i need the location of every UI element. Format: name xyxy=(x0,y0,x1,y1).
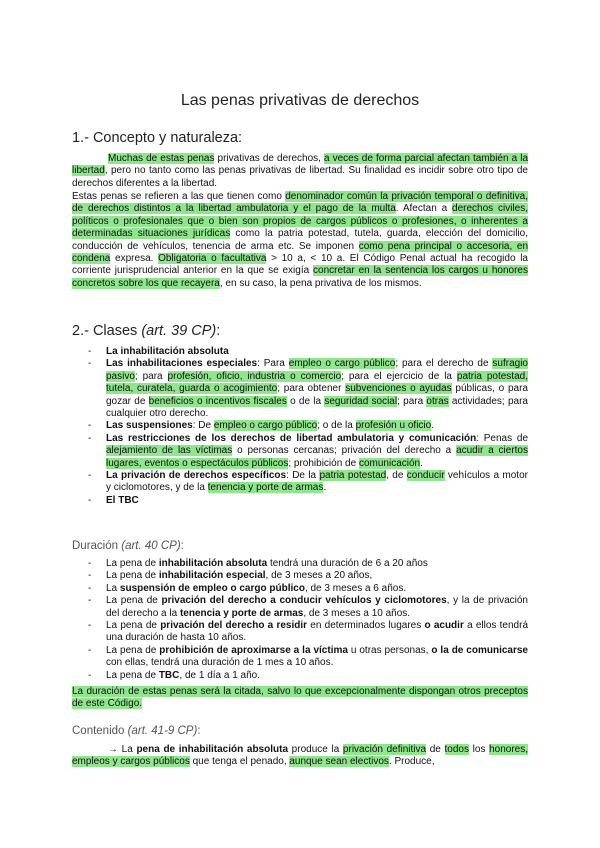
text-run: públicas, o para gozar de xyxy=(106,383,528,407)
text-run: , de 3 meses a 20 años, xyxy=(265,570,373,582)
heading-colon: : xyxy=(216,323,221,339)
bold-text: inhabilitación absoluta xyxy=(158,558,268,569)
text-run: . Produce, xyxy=(388,756,435,768)
subheading-contenido xyxy=(72,725,201,737)
text-run: expresa. xyxy=(110,253,159,265)
highlighted-text: derechos civiles, políticos o profesionales que o bien son propios de cargos públicos o profesiones, o inherentes a determinadas situaciones jurídicas xyxy=(72,203,528,240)
text-run: : De la xyxy=(286,470,320,482)
text-run: ; o de la xyxy=(317,420,356,432)
paragraph-contenido xyxy=(72,744,528,769)
list-item xyxy=(72,420,528,432)
bold-text: pena de inhabilitación absoluta xyxy=(136,744,289,755)
text-run: privativas de derechos, xyxy=(214,153,324,164)
list-item xyxy=(72,346,528,358)
bullet-dash: - xyxy=(88,358,92,370)
text-run: ; para el derecho de xyxy=(395,358,493,370)
text-run: u otras personas, xyxy=(347,644,432,656)
highlighted-text: otras xyxy=(426,395,449,407)
text-run: con ellas, tendrá una duración de 1 mes a 10 años. xyxy=(106,657,334,669)
highlighted-text: seguridad social xyxy=(324,395,398,407)
highlighted-text: denominador común la privación temporal o definitiva, de derechos distintos a la libertad ambulatoria y el pago de la multa xyxy=(72,191,528,215)
text-run: , de 3 meses a 6 años. xyxy=(304,582,407,594)
text-run: : Penas de xyxy=(476,432,529,444)
list-item xyxy=(72,670,528,682)
highlighted-text: empleo o cargo público xyxy=(288,358,396,370)
text-run: → La xyxy=(108,744,137,755)
text-run: ; para xyxy=(397,395,427,407)
list-item xyxy=(72,570,528,582)
highlighted-text: conducir xyxy=(406,470,445,482)
bullet-dash: - xyxy=(88,558,92,569)
text-run: . xyxy=(420,457,423,469)
bold-text: Las restricciones de los derechos de libertad ambulatoria y comunicación xyxy=(106,432,477,444)
bold-text: Las suspensiones xyxy=(106,420,193,432)
text-run: o de la xyxy=(286,395,325,407)
list-item xyxy=(72,358,528,420)
text-run: vehículos a motor y ciclomotores, y de la xyxy=(106,470,528,494)
highlighted-text: privación definitiva xyxy=(342,744,427,755)
bullet-dash: - xyxy=(88,669,92,681)
list-item xyxy=(72,495,528,507)
text-run: , de 3 meses a 10 años. xyxy=(303,607,411,619)
highlighted-text: Obligatoria o facultativa xyxy=(158,253,267,265)
highlighted-text: subvenciones o ayudas xyxy=(345,383,452,395)
bullet-dash: - xyxy=(88,582,92,594)
bold-text: La privación de derechos específicos xyxy=(106,470,287,482)
list-item xyxy=(72,558,528,570)
bold-text: privación del derecho a residir xyxy=(160,620,308,632)
highlighted-text: tenencia y porte de armas xyxy=(207,482,324,494)
text-run: ; prohibición de xyxy=(288,457,359,469)
bold-text: inhabilitación especial xyxy=(158,570,266,582)
highlighted-text: aunque sean electivos xyxy=(289,756,389,768)
bold-text: TBC xyxy=(158,669,180,681)
text-run: , pero no tanto como las penas privativas de libertad. Su finalidad es incidir sobre otro tipo de derechos diferentes a la libertad. xyxy=(72,165,528,189)
text-run: ; para xyxy=(134,370,168,382)
bullet-dash: - xyxy=(88,420,92,432)
bullet-dash: - xyxy=(88,570,92,582)
document-title: Las penas privativas de derechos xyxy=(180,92,420,109)
subheading-duracion xyxy=(72,540,184,552)
text-run: los xyxy=(469,744,490,755)
text-run: , de 1 día a 1 año. xyxy=(179,669,261,681)
bullet-dash: - xyxy=(88,644,92,656)
text-run: . xyxy=(323,482,327,494)
text-run: . xyxy=(431,420,434,432)
highlighted-text: patria potestad, tutela, curatela, guarda o acogimiento xyxy=(106,370,528,395)
text-run: a ellos tendrá una duración de hasta 10 años. xyxy=(106,620,529,644)
bullet-dash: - xyxy=(88,494,92,506)
heading-text: Duración xyxy=(72,540,119,552)
highlighted-text: acudir a ciertos lugares, eventos o espectáculos públicos xyxy=(106,445,528,469)
highlighted-text: profesión u oficio xyxy=(355,420,432,432)
highlighted-text: todos xyxy=(444,744,469,755)
text-run: produce la xyxy=(288,744,343,755)
text-run: La pena de xyxy=(106,644,160,656)
highlighted-text: Muchas de estas penas xyxy=(108,153,215,164)
highlighted-text: a veces de forma parcial afectan también a la libertad xyxy=(72,153,529,177)
text-run: La pena de xyxy=(106,570,159,582)
section-heading-clases xyxy=(72,323,220,339)
heading-ref: (art. 40 CP) xyxy=(121,540,181,552)
heading-ref: (art. 39 CP) xyxy=(141,323,217,339)
bold-text: Las inhabilitaciones especiales xyxy=(106,358,258,370)
text-run: La pena de xyxy=(106,595,162,607)
bullet-dash: - xyxy=(88,595,92,607)
text-run: de xyxy=(426,744,445,755)
list-item xyxy=(72,595,528,620)
heading-colon: : xyxy=(180,540,184,552)
highlighted-text: sufragio pasivo xyxy=(106,358,528,382)
text-run: que tenga el penado, xyxy=(189,756,290,768)
text-run: ; para el ejercicio de la xyxy=(341,370,457,382)
text-run: actividades; para cualquier otro derecho. xyxy=(106,395,528,420)
text-run: La pena de xyxy=(106,669,159,681)
bold-text: o acudir xyxy=(424,620,464,632)
text-run: , de xyxy=(386,470,407,482)
list-item xyxy=(72,470,528,495)
text-run: como la patria potestad, tutela, guarda, elección del domicilio, conducción de vehículos, tenencia de arma etc. Se imponen xyxy=(72,228,528,252)
highlighted-text: concretar en la sentencia los cargos u honores concretos sobre los que recayera xyxy=(72,265,528,289)
bullet-dash: - xyxy=(88,432,92,444)
list-item xyxy=(72,645,528,670)
text-run: La pena de xyxy=(106,620,161,632)
bold-text: tenencia y porte de armas xyxy=(179,607,304,619)
text-run: : Para xyxy=(257,358,289,370)
text-run: tendrá una duración de 6 a 20 años xyxy=(267,558,428,569)
text-run: , en su caso, la pena privativa de los mismos. xyxy=(219,277,422,289)
duracion-note xyxy=(72,686,528,711)
list-item xyxy=(72,433,528,470)
highlighted-text: patria potestad xyxy=(319,470,387,482)
duracion-list xyxy=(72,558,528,682)
highlighted-text: alejamiento de las víctimas xyxy=(106,445,233,457)
highlighted-text: comunicación xyxy=(358,457,421,469)
bold-text: El TBC xyxy=(106,494,139,506)
highlighted-text: empleo o cargo público xyxy=(213,420,318,432)
text-run: : De xyxy=(192,420,214,432)
text-run: en determinados lugares xyxy=(307,620,425,632)
heading-text: Contenido xyxy=(72,725,125,737)
bullet-dash: - xyxy=(88,620,92,632)
bold-text: La inhabilitación absoluta xyxy=(106,346,229,357)
text-run: . Afectan a xyxy=(395,203,453,215)
text-run: o personas cercanas; privación del derecho a xyxy=(232,445,457,457)
paragraph-concepto-2 xyxy=(72,191,528,290)
text-run: ; para obtener xyxy=(277,383,346,395)
bold-text: privación del derecho a conducir vehículos y ciclomotores xyxy=(161,595,447,607)
text-run: La pena de xyxy=(106,558,159,569)
heading-text: 2.- Clases xyxy=(72,323,138,339)
highlighted-text: honores, empleos y cargos públicos xyxy=(72,744,529,768)
text-run: La xyxy=(106,582,120,594)
bullet-dash: - xyxy=(88,470,92,482)
highlighted-text: La duración de estas penas será la citada, salvo lo que excepcionalmente dispongan otros preceptos de este Código. xyxy=(72,686,528,710)
heading-colon: : xyxy=(197,725,201,737)
highlighted-text: profesión, oficio, industria o comercio xyxy=(167,370,342,382)
section-heading-concepto: 1.- Concepto y naturaleza: xyxy=(72,130,243,146)
list-item xyxy=(72,620,528,645)
bullet-dash: - xyxy=(88,346,92,357)
text-run: Estas penas se refieren a las que tienen como xyxy=(72,191,286,202)
list-item xyxy=(72,583,528,595)
highlighted-text: como pena principal o accesoria, en condena xyxy=(72,240,529,265)
bold-text: o la de comunicarse xyxy=(431,644,528,656)
text-run: > 10 a, < 10 a. El Código Penal actual ha recogido la corriente jurisprudencial anterior en la que se exigía xyxy=(72,253,528,277)
clases-list xyxy=(72,346,528,507)
highlighted-text: beneficios o incentivos fiscales xyxy=(148,395,287,407)
text-run: , y la de privación del derecho a la xyxy=(106,595,528,619)
bold-text: suspensión de empleo o cargo público xyxy=(119,582,305,594)
bold-text: prohibición de aproximarse a la víctima xyxy=(159,644,348,656)
heading-ref: (art. 41-9 CP) xyxy=(127,725,198,737)
paragraph-concepto-1 xyxy=(72,153,528,190)
